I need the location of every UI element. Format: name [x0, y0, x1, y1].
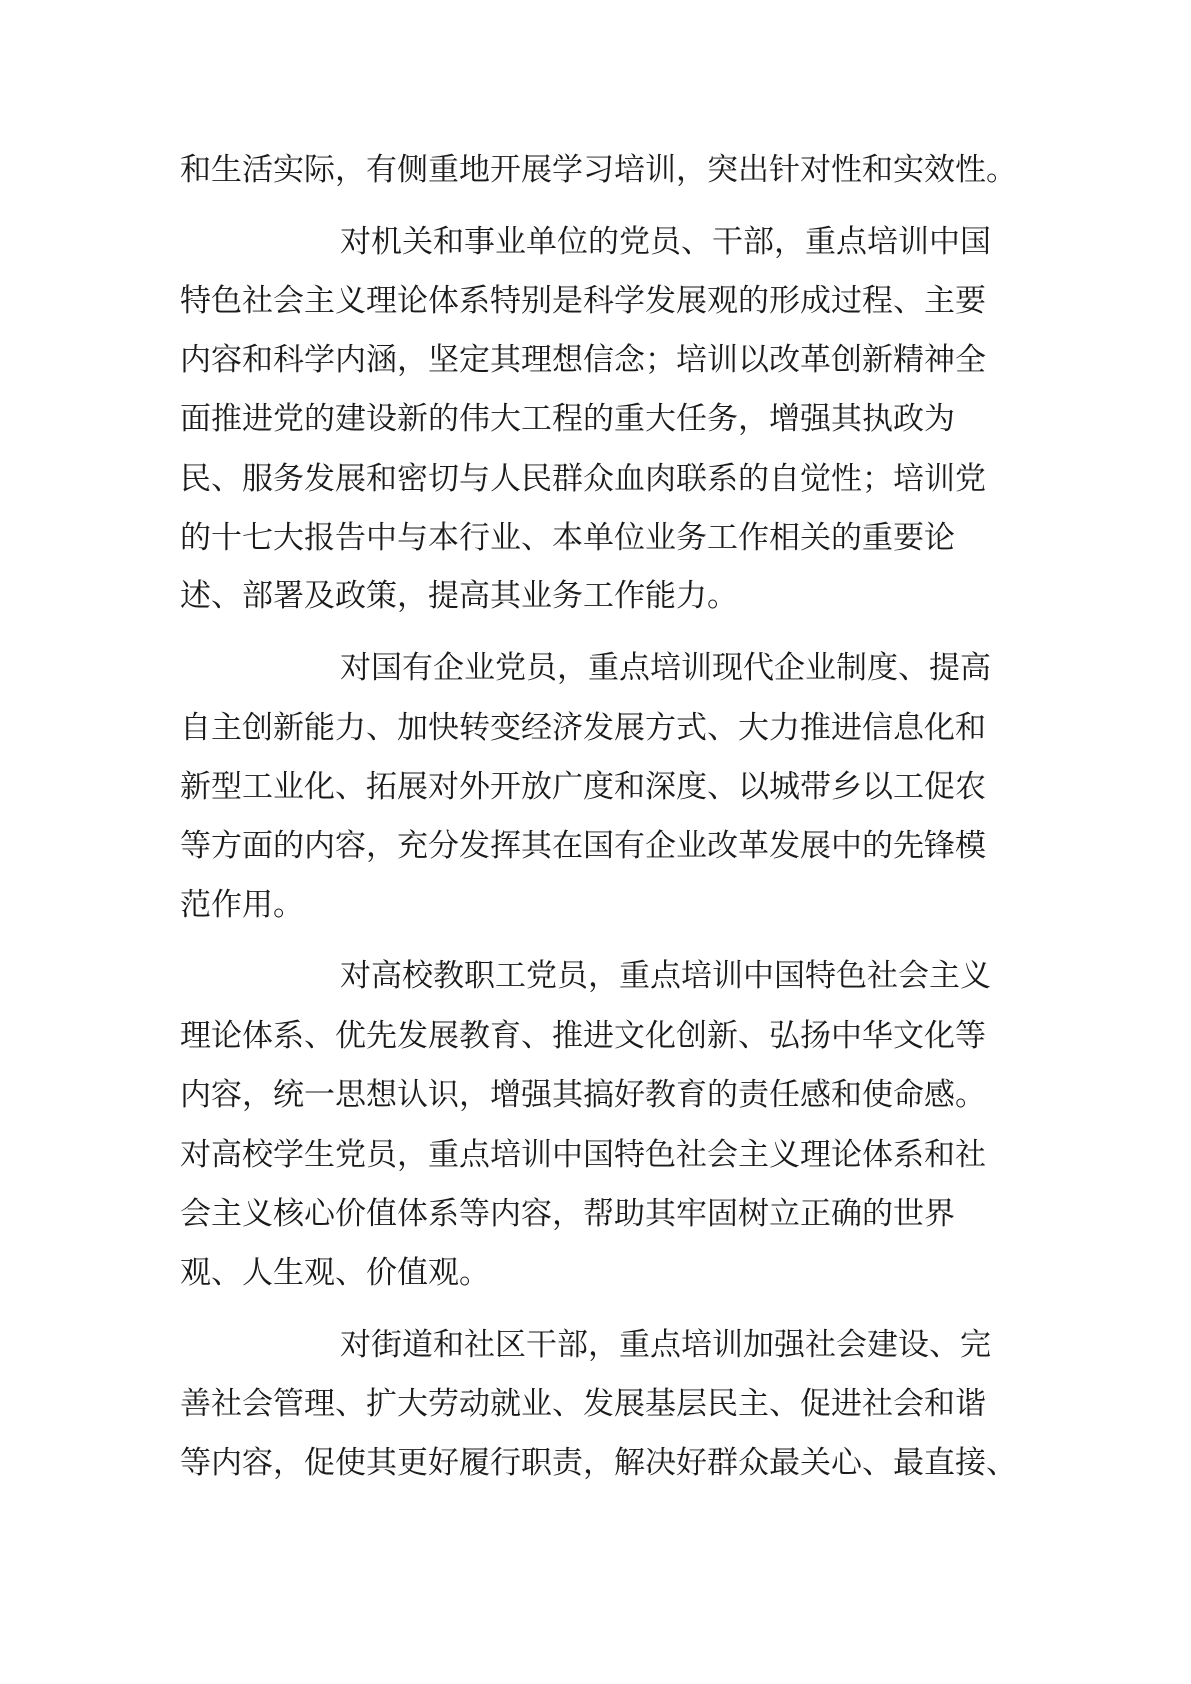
- text-line: 善社会管理、扩大劳动就业、发展基层民主、促进社会和谐: [180, 1386, 986, 1422]
- text-line: 等方面的内容，充分发挥其在国有企业改革发展中的先锋模: [180, 828, 986, 864]
- text-line: 民、服务发展和密切与人民群众血肉联系的自觉性；培训党: [180, 461, 986, 497]
- text-line: 和生活实际，有侧重地开展学习培训，突出针对性和实效性。: [180, 152, 1017, 188]
- text-line: 对高校学生党员，重点培训中国特色社会主义理论体系和社: [180, 1137, 986, 1173]
- text-line: 新型工业化、拓展对外开放广度和深度、以城带乡以工促农: [180, 769, 986, 805]
- text-line: 观、人生观、价值观。: [180, 1255, 490, 1291]
- text-line: 对国有企业党员，重点培训现代企业制度、提高: [340, 650, 991, 686]
- text-line: 理论体系、优先发展教育、推进文化创新、弘扬中华文化等: [180, 1018, 986, 1054]
- text-line: 述、部署及政策，提高其业务工作能力。: [180, 578, 738, 614]
- text-line: 特色社会主义理论体系特别是科学发展观的形成过程、主要: [180, 283, 986, 319]
- text-line: 对机关和事业单位的党员、干部，重点培训中国: [340, 224, 991, 260]
- text-line: 面推进党的建设新的伟大工程的重大任务，增强其执政为: [180, 401, 955, 437]
- text-line: 等内容，促使其更好履行职责，解决好群众最关心、最直接、: [180, 1445, 1017, 1481]
- text-line: 对高校教职工党员，重点培训中国特色社会主义: [340, 958, 991, 994]
- text-line: 会主义核心价值体系等内容，帮助其牢固树立正确的世界: [180, 1196, 955, 1232]
- text-line: 范作用。: [180, 887, 304, 923]
- text-line: 内容和科学内涵，坚定其理想信念；培训以改革创新精神全: [180, 342, 986, 378]
- text-line: 对街道和社区干部，重点培训加强社会建设、完: [340, 1327, 991, 1363]
- text-line: 的十七大报告中与本行业、本单位业务工作相关的重要论: [180, 520, 955, 556]
- text-line: 自主创新能力、加快转变经济发展方式、大力推进信息化和: [180, 710, 986, 746]
- text-line: 内容，统一思想认识，增强其搞好教育的责任感和使命感。: [180, 1077, 986, 1113]
